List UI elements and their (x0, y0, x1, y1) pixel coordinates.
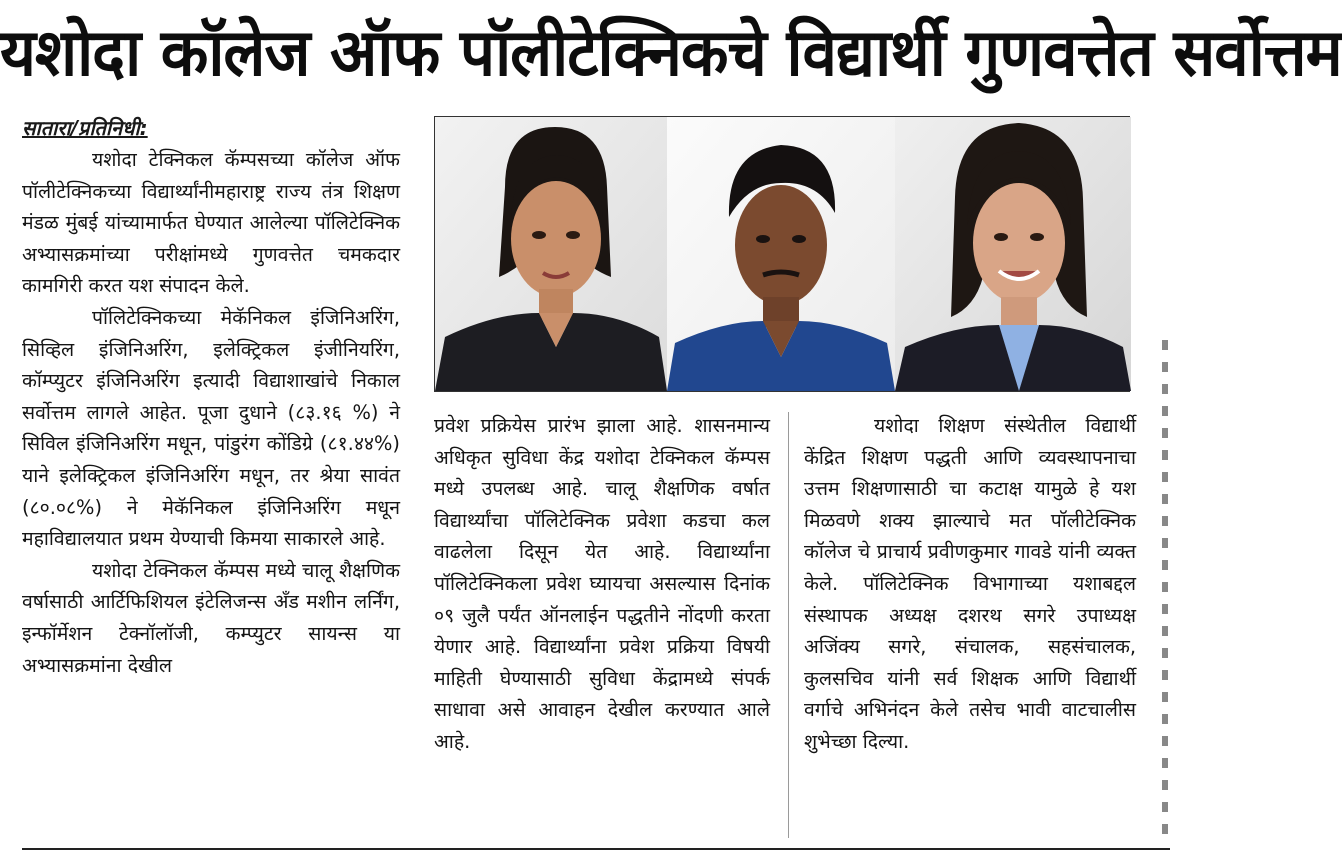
girl-portrait-photo (895, 117, 1131, 391)
paragraph: यशोदा टेक्निकल कॅम्पसच्या कॉलेज ऑफ पॉलीटेक्निकच्या विद्यार्थ्यांनीमहाराष्ट्र राज्य तंत्र शिक्षण मंडळ मुंबई यांच्यामार्फत घेण्यात आलेल्या पॉलिटेक्निक अभ्यासक्रमांच्या परीक्षांमध्ये गुणवत्तेत चमकदार कामगिरी करत यश संपादन केले. (22, 148, 400, 298)
man-portrait-photo (667, 117, 895, 391)
dateline: सातारा/प्रतिनिधी: (22, 116, 148, 140)
article-column-1 (22, 112, 400, 681)
paragraph: यशोदा टेक्निकल कॅम्पस मध्ये चालू शैक्षणिक वर्षासाठी आर्टिफिशियल इंटेलिजन्स अँड मशीन लर्निंग, इन्फॉर्मेशन टेक्नॉलॉजी, कम्प्युटर सायन्स या अभ्यासक्रमांना देखील (22, 558, 400, 677)
paragraph: यशोदा शिक्षण संस्थेतील विद्यार्थी केंद्रित शिक्षण पद्धती आणि व्यवस्थापनाचा उत्तम शिक्षणासाठी चा कटाक्ष यामुळे हे यश मिळवणे शक्य झाल्याचे मत पॉलीटेक्निक कॉलेज चे प्राचार्य प्रवीणकुमार गावडे यांनी व्यक्त केले. पॉलिटेक्निक विभागाच्या यशाबद्दल संस्थापक अध्यक्ष दशरथ सगरे उपाध्यक्ष अजिंक्य सगरे, संचालक, सहसंचालक, कुलसचिव यांनी सर्व शिक्षक आणि विद्यार्थी वर्गाचे अभिनंदन केले तसेच भावी वाटचालीस शुभेच्छा दिल्या. (804, 414, 1136, 753)
page-edge-marks (1162, 340, 1168, 840)
column-divider (788, 412, 789, 838)
bottom-rule (22, 848, 1170, 850)
article-column-3 (804, 410, 1136, 758)
photo-strip (434, 116, 1130, 392)
headline: यशोदा कॉलेज ऑफ पॉलीटेक्निकचे विद्यार्थी गुणवत्तेत सर्वोत्तम (0, 14, 1342, 91)
paragraph: प्रवेश प्रक्रियेस प्रारंभ झाला आहे. शासनमान्य अधिकृत सुविधा केंद्र यशोदा टेक्निकल कॅम्पस मध्ये उपलब्ध आहे. चालू शैक्षणिक वर्षात विद्यार्थ्यांचा पॉलिटेक्निक प्रवेशा कडचा कल वाढलेला दिसून येत आहे. विद्यार्थ्यांना पॉलिटेक्निकला प्रवेश घ्यायचा असल्यास दिनांक ०९ जुलै पर्यंत ऑनलाईन पद्धतीने नोंदणी करता येणार आहे. विद्यार्थ्यांना प्रवेश प्रक्रिया विषयी माहिती घेण्यासाठी सुविधा केंद्रामध्ये संपर्क साधावा असे आवाहन देखील करण्यात आले आहे. (434, 414, 770, 753)
woman-portrait-photo (435, 117, 667, 391)
article-column-2 (434, 410, 770, 758)
paragraph: पॉलिटेक्निकच्या मेकॅनिकल इंजिनिअरिंग, सिव्हिल इंजिनिअरिंग, इलेक्ट्रिकल इंजीनियरिंग, कॉम्प्युटर इंजिनिअरिंग इत्यादी विद्याशाखांचे निकाल सर्वोत्तम लागले आहेत. पूजा दुधाने (८३.१६ %) ने सिविल इंजिनिअरिंग मधून, पांडुरंग कोंडिग्रे (८१.४४%) याने इलेक्ट्रिकल इंजिनिअरिंग मधून, तर श्रेया सावंत (८०.०८%) ने मेकॅनिकल इंजिनिअरिंग मधून महाविद्यालयात प्रथम येण्याची किमया साकारले आहे. (22, 305, 400, 551)
